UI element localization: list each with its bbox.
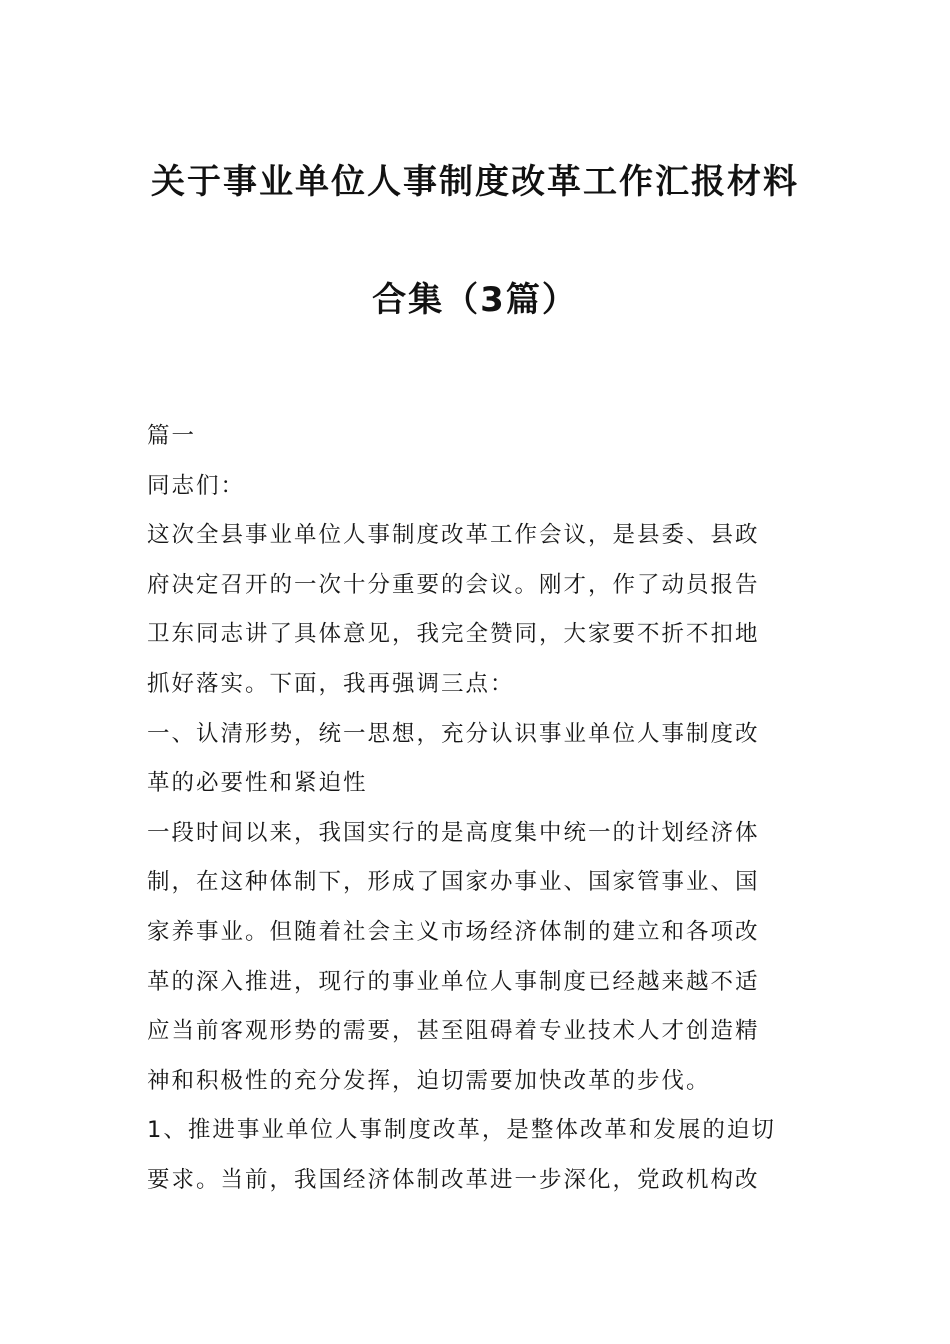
body-line: 府决定召开的一次十分重要的会议。刚才，作了动员报告	[147, 571, 760, 598]
body-line: 这次全县事业单位人事制度改革工作会议，是县委、县政	[147, 522, 760, 549]
body-line: 卫东同志讲了具体意见，我完全赞同，大家要不折不扣地	[147, 621, 760, 648]
body-line: 神和积极性的充分发挥，迫切需要加快改革的步伐。	[147, 1067, 711, 1094]
body-line: 应当前客观形势的需要，甚至阻碍着专业技术人才创造精	[147, 1018, 760, 1045]
body-line: 制，在这种体制下，形成了国家办事业、国家管事业、国	[147, 869, 760, 896]
salutation: 同志们：	[147, 472, 246, 499]
body-line: 要求。当前，我国经济体制改革进一步深化，党政机构改	[147, 1166, 760, 1193]
document-title: 关于事业单位人事制度改革工作汇报材料	[151, 162, 799, 202]
document-body	[147, 412, 807, 1206]
section-heading: 篇一	[147, 423, 197, 449]
body-line: 革的深入推进，现行的事业单位人事制度已经越来越不适	[147, 968, 760, 995]
document-subtitle: 合集（3篇）	[372, 280, 578, 320]
body-line: 家养事业。但随着社会主义市场经济体制的建立和各项改	[147, 918, 760, 945]
body-line: 一、认清形势，统一思想，充分认识事业单位人事制度改	[147, 720, 760, 747]
body-line: 一段时间以来，我国实行的是高度集中统一的计划经济体	[147, 819, 760, 846]
body-line: 1、推进事业单位人事制度改革，是整体改革和发展的迫切	[147, 1117, 776, 1144]
body-line: 抓好落实。下面，我再强调三点：	[147, 670, 515, 697]
body-line: 革的必要性和紧迫性	[147, 770, 368, 797]
